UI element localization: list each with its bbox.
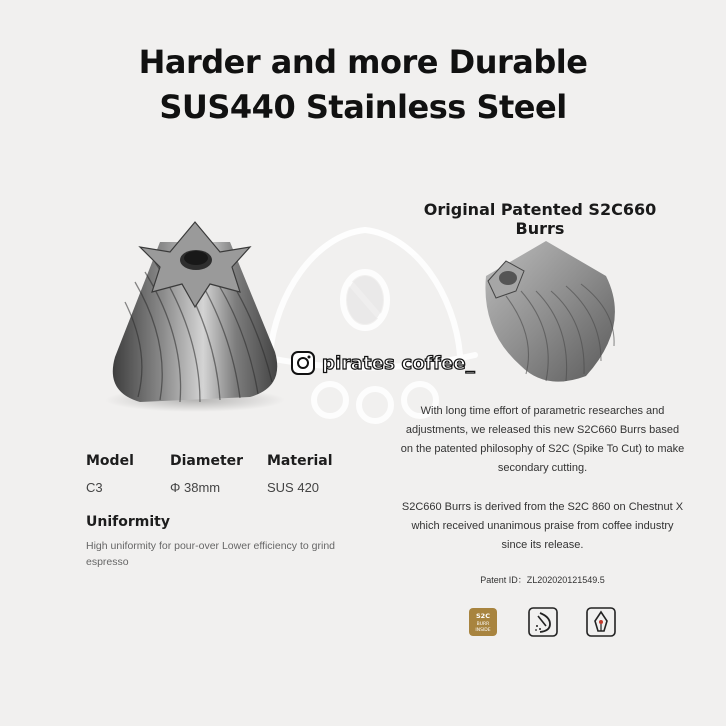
uniformity-label: Uniformity [86, 514, 170, 530]
s2c-burr-inside-badge-icon [468, 607, 498, 637]
s2c660-burr-image [466, 236, 628, 386]
headline-line-1: Harder and more Durable [138, 43, 588, 81]
badge-line-inside: INSIDE [475, 628, 491, 633]
spec-model-value: C3 [86, 480, 103, 495]
spec-model-label: Model [86, 453, 134, 469]
right-title: Original Patented S2C660 Burrs [423, 200, 657, 238]
headline [0, 40, 726, 130]
sus440-burr-image [100, 212, 290, 412]
spec-diameter-value: Φ 38mm [170, 480, 221, 495]
badge-line-burr: BURR [476, 622, 490, 627]
description-paragraph-2: S2C660 Burrs is derived from the S2C 860 on Chestnut X which received unanimous praise from coffee industry since its release. [401, 501, 684, 551]
patent-id: Patent ID：ZL202020121549.5 [480, 575, 605, 585]
instagram-watermark [290, 348, 475, 378]
instagram-handle: pirates coffee_ [322, 352, 475, 374]
spec-material-label: Material [267, 453, 333, 469]
description-paragraph-1: With long time effort of parametric researches and adjustments, we released this new S2C660 Burrs based on the patented philosophy of S2C (Spike To Cut) to make secondary cutting. [400, 405, 685, 474]
spec-diameter-label: Diameter [170, 453, 244, 469]
uniformity-text: High uniformity for pour-over Lower efficiency to grind espresso [86, 540, 336, 568]
spike-cut-icon [528, 607, 558, 637]
headline-line-2: SUS440 Stainless Steel [159, 88, 567, 126]
badge-line-s2c: S2C [476, 612, 490, 620]
pen-nib-icon [586, 607, 616, 637]
instagram-icon [290, 350, 316, 376]
spec-material-value: SUS 420 [267, 480, 320, 495]
